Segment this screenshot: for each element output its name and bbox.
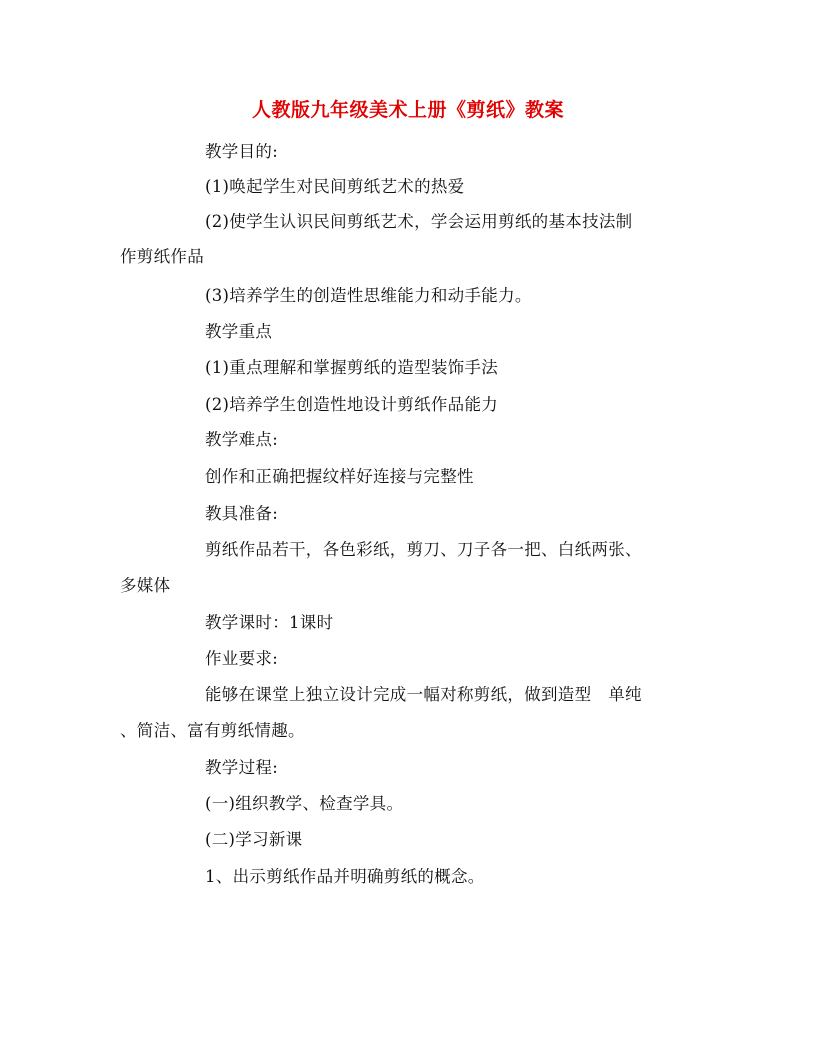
materials-text: 剪纸作品若干，各色彩纸，剪刀、刀子各一把、白纸两张、 <box>205 540 642 559</box>
document-title: 人教版九年级美术上册《剪纸》教案 <box>251 99 564 121</box>
section-heading-difficulties: 教学难点: <box>205 430 279 449</box>
section-heading-process: 教学过程: <box>205 758 279 777</box>
section-heading-assignment: 作业要求: <box>205 649 279 668</box>
process-step-1: (一)组织教学、检查学具。 <box>205 794 404 813</box>
key-point-item-2: (2)培养学生创造性地设计剪纸作品能力 <box>205 395 499 414</box>
assignment-text-continued: 、简洁、富有剪纸情趣。 <box>120 721 305 740</box>
difficulty-text: 创作和正确把握纹样好连接与完整性 <box>205 467 474 486</box>
objective-item-1: (1)唤起学生对民间剪纸艺术的热爱 <box>205 177 465 196</box>
objective-item-3: (3)培养学生的创造性思维能力和动手能力。 <box>205 286 532 305</box>
key-point-item-1: (1)重点理解和掌握剪纸的造型装饰手法 <box>205 358 499 377</box>
assignment-text: 能够在课堂上独立设计完成一幅对称剪纸，做到造型 单纯 <box>205 685 642 704</box>
section-heading-materials: 教具准备: <box>205 504 279 523</box>
objective-item-2: (2)使学生认识民间剪纸艺术，学会运用剪纸的基本技法制 <box>205 212 633 231</box>
section-heading-key-points: 教学重点 <box>205 322 273 341</box>
class-hours-text: 教学课时：1课时 <box>205 613 334 632</box>
materials-text-continued: 多媒体 <box>120 576 171 595</box>
process-step-2: (二)学习新课 <box>205 830 303 849</box>
section-heading-objectives: 教学目的: <box>205 142 279 161</box>
process-substep-1: 1、出示剪纸作品并明确剪纸的概念。 <box>205 867 485 886</box>
objective-item-2-continued: 作剪纸作品 <box>120 247 204 266</box>
